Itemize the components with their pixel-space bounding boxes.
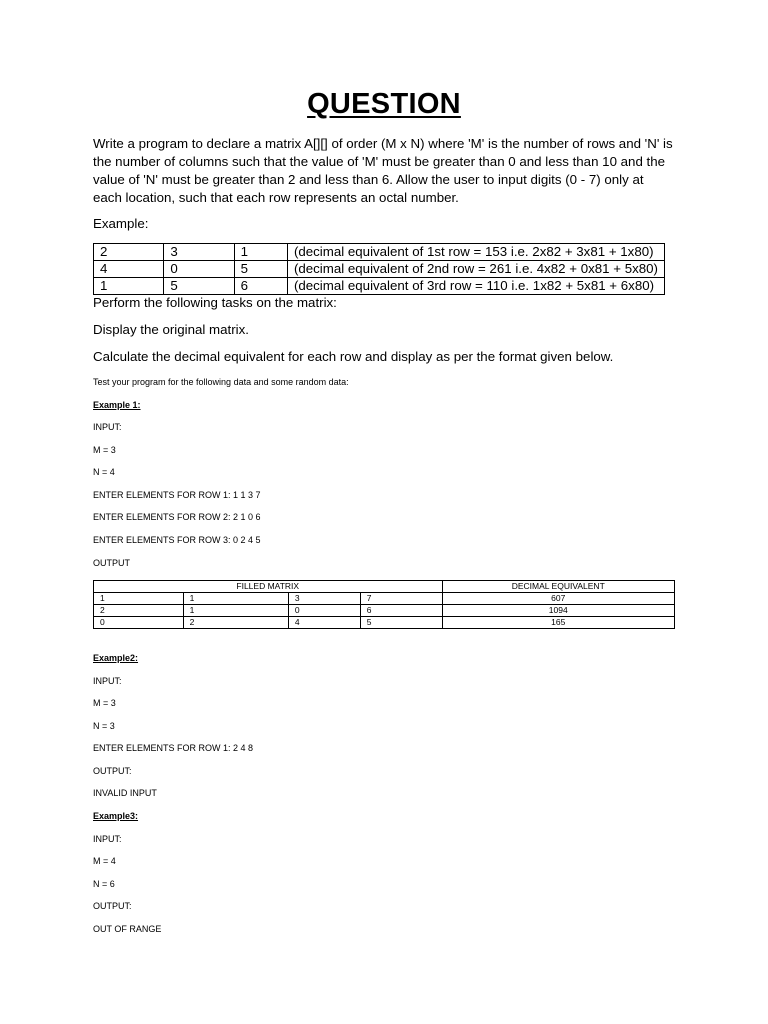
example2-input-label: INPUT: xyxy=(93,676,122,686)
page-title: QUESTION xyxy=(307,88,461,120)
example1-row2: ENTER ELEMENTS FOR ROW 2: 2 1 0 6 xyxy=(93,512,261,522)
table-cell: 0 xyxy=(164,261,234,278)
example1-input-label: INPUT: xyxy=(93,422,122,432)
example3-result: OUT OF RANGE xyxy=(93,924,162,934)
table-cell: 5 xyxy=(234,261,287,278)
filled-matrix-header: FILLED MATRIX xyxy=(94,581,443,593)
table-cell: 0 xyxy=(288,605,360,617)
example3-n: N = 6 xyxy=(93,879,115,889)
example-matrix-table xyxy=(93,243,665,295)
decimal-equivalent-header: DECIMAL EQUIVALENT xyxy=(442,581,675,593)
table-cell: 5 xyxy=(360,617,442,629)
example3-input-label: INPUT: xyxy=(93,834,122,844)
table-cell: 1 xyxy=(94,593,184,605)
table-header-row xyxy=(94,581,675,593)
table-cell: 1094 xyxy=(442,605,675,617)
table-cell: 3 xyxy=(164,244,234,261)
table-cell: 2 xyxy=(183,617,288,629)
table-cell: 5 xyxy=(164,278,234,295)
example2-result: INVALID INPUT xyxy=(93,788,157,798)
example1-label: Example 1: xyxy=(93,400,141,410)
example1-row3: ENTER ELEMENTS FOR ROW 3: 0 2 4 5 xyxy=(93,535,261,545)
example2-m: M = 3 xyxy=(93,698,116,708)
table-cell: 7 xyxy=(360,593,442,605)
tasks-intro: Perform the following tasks on the matrix: xyxy=(93,295,337,310)
table-cell: 6 xyxy=(360,605,442,617)
table-cell: 3 xyxy=(288,593,360,605)
table-cell: 4 xyxy=(94,261,164,278)
table-cell: 6 xyxy=(234,278,287,295)
table-cell: 2 xyxy=(94,605,184,617)
table-cell: (decimal equivalent of 3rd row = 110 i.e. 1x82 + 5x81 + 6x80) xyxy=(287,278,664,295)
table-row xyxy=(94,261,665,278)
table-cell: 1 xyxy=(94,278,164,295)
example2-output-label: OUTPUT: xyxy=(93,766,132,776)
task-calculate: Calculate the decimal equivalent for each row and display as per the format given below. xyxy=(93,349,614,364)
example1-output-label: OUTPUT xyxy=(93,558,130,568)
table-cell: 607 xyxy=(442,593,675,605)
table-cell: 0 xyxy=(94,617,184,629)
example3-output-label: OUTPUT: xyxy=(93,901,132,911)
table-cell: 1 xyxy=(183,605,288,617)
example1-row1: ENTER ELEMENTS FOR ROW 1: 1 1 3 7 xyxy=(93,490,261,500)
example2-row1: ENTER ELEMENTS FOR ROW 1: 2 4 8 xyxy=(93,743,254,753)
table-cell: 165 xyxy=(442,617,675,629)
table-cell: (decimal equivalent of 1st row = 153 i.e. 2x82 + 3x81 + 1x80) xyxy=(287,244,664,261)
example3-label: Example3: xyxy=(93,811,139,821)
table-cell: 2 xyxy=(94,244,164,261)
example1-n: N = 4 xyxy=(93,467,115,477)
test-instruction: Test your program for the following data and some random data: xyxy=(93,377,349,387)
problem-statement: Write a program to declare a matrix A[][] of order (M x N) where 'M' is the number of rows and 'N' is the number of columns such that the value of 'M' must be greater than 0 and less than 10 and the value of 'N' must be greater than 2 and less than 6. Allow the user to input digits (0 - 7) only at each location, such that each row represents an octal number. xyxy=(93,136,673,205)
table-row xyxy=(94,278,665,295)
example3-m: M = 4 xyxy=(93,856,116,866)
table-cell: 4 xyxy=(288,617,360,629)
example2-n: N = 3 xyxy=(93,721,115,731)
table-row xyxy=(94,244,665,261)
table-cell: 1 xyxy=(183,593,288,605)
output-matrix-table xyxy=(93,580,675,629)
example-label: Example: xyxy=(93,216,149,231)
table-row xyxy=(94,617,675,629)
table-cell: 1 xyxy=(234,244,287,261)
table-row xyxy=(94,605,675,617)
table-cell: (decimal equivalent of 2nd row = 261 i.e. 4x82 + 0x81 + 5x80) xyxy=(287,261,664,278)
example2-label: Example2: xyxy=(93,653,139,663)
example1-m: M = 3 xyxy=(93,445,116,455)
table-row xyxy=(94,593,675,605)
task-display: Display the original matrix. xyxy=(93,322,249,337)
